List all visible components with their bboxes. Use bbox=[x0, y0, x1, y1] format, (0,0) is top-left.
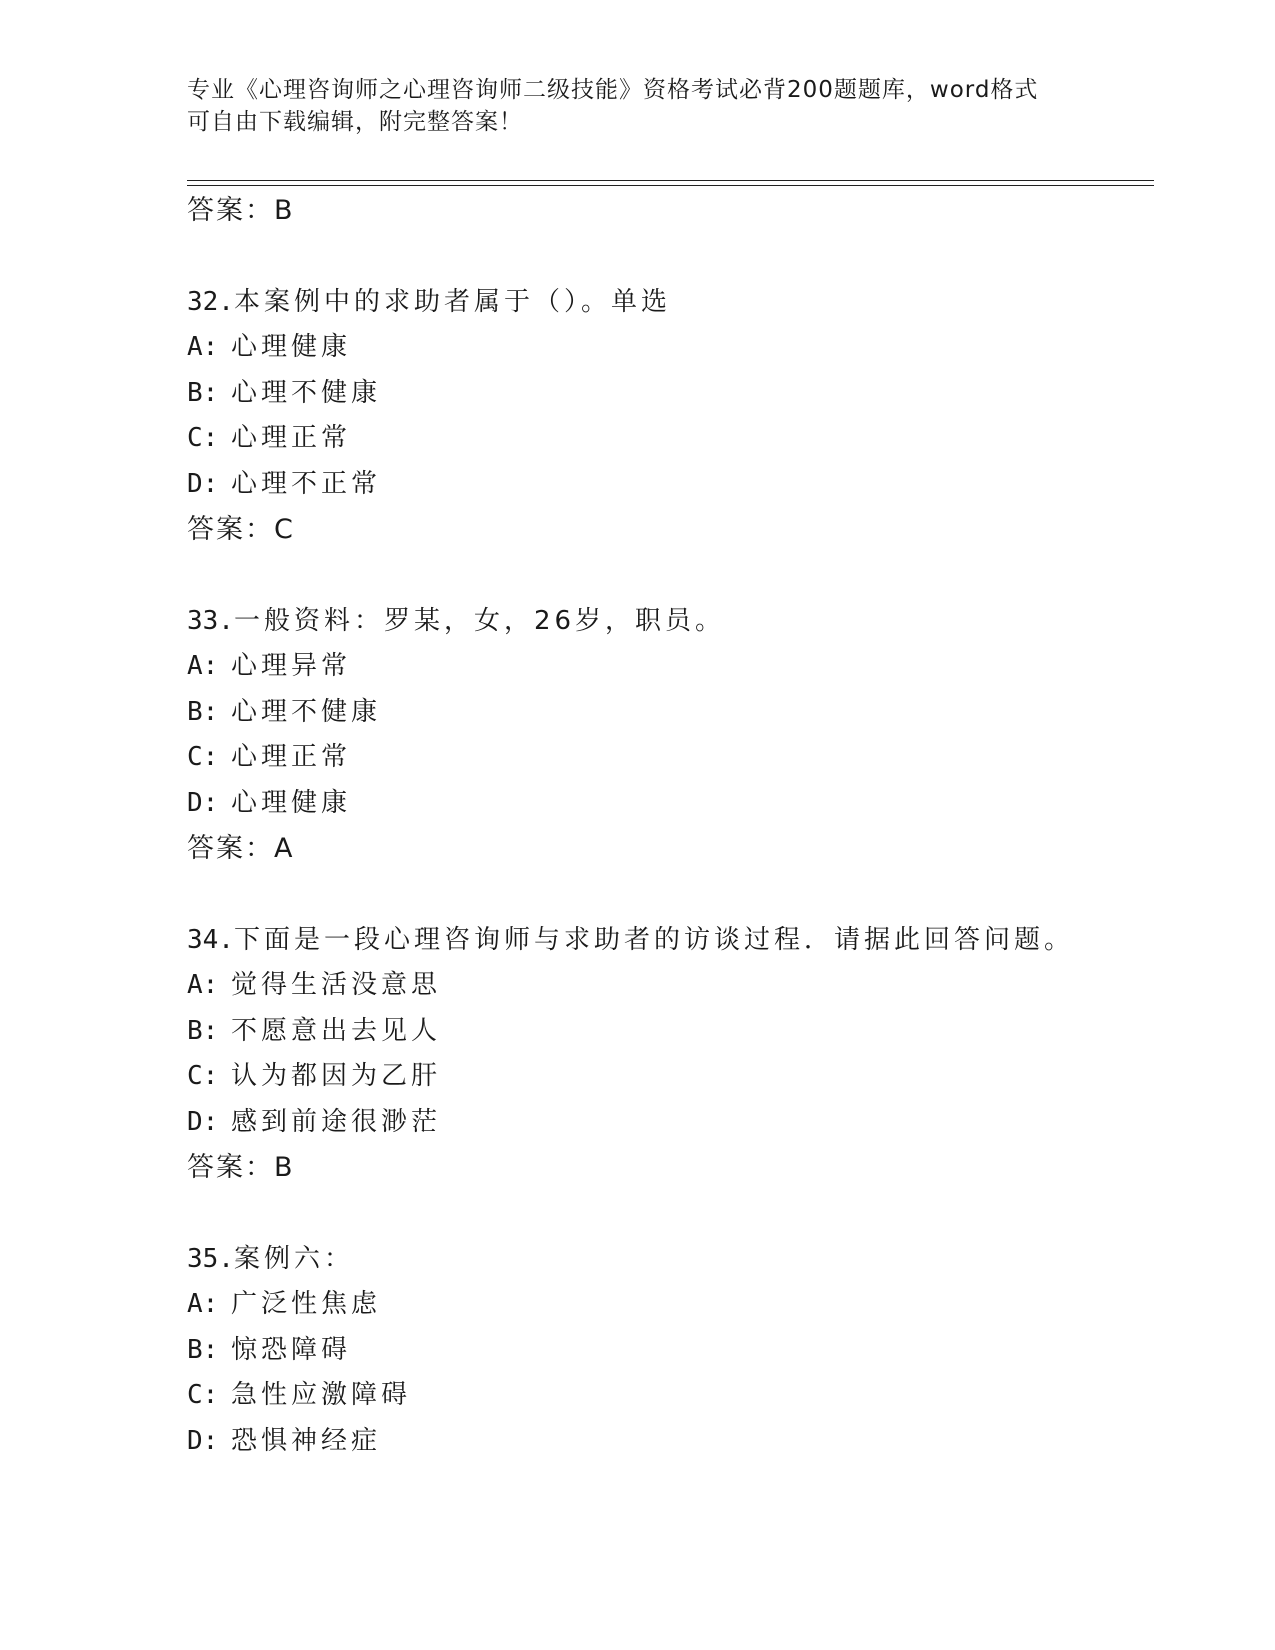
option-key: B: bbox=[187, 377, 219, 408]
spacer bbox=[187, 234, 1147, 279]
option-text: 心理不健康 bbox=[231, 377, 382, 408]
option-key: D: bbox=[187, 1106, 219, 1137]
question-32 bbox=[187, 279, 1147, 553]
option-d bbox=[187, 1100, 1147, 1146]
answer-prev: 答案：B bbox=[187, 195, 295, 226]
option-key: C: bbox=[187, 423, 219, 453]
question-text: 一般资料：罗某，女，26岁，职员。 bbox=[233, 606, 726, 636]
option-a bbox=[187, 963, 1147, 1009]
option-d bbox=[187, 1419, 1147, 1465]
question-number: 32. bbox=[187, 287, 234, 317]
spacer bbox=[187, 553, 1147, 598]
option-d bbox=[187, 462, 1147, 508]
question-text: 下面是一段心理咨询师与求助者的访谈过程．请据此回答问题。 bbox=[233, 925, 1074, 955]
question-text: 案例六： bbox=[233, 1244, 354, 1274]
option-key: D: bbox=[187, 787, 219, 818]
option-key: D: bbox=[187, 1425, 219, 1456]
header-divider-top bbox=[187, 180, 1154, 181]
option-b bbox=[187, 1009, 1147, 1055]
option-b bbox=[187, 371, 1147, 417]
answer-34: 答案：B bbox=[187, 1152, 295, 1183]
option-text: 认为都因为乙肝 bbox=[231, 1061, 442, 1091]
option-key: B: bbox=[187, 696, 219, 727]
option-text: 心理正常 bbox=[231, 423, 352, 453]
option-a bbox=[187, 644, 1147, 690]
option-c bbox=[187, 1054, 1147, 1100]
option-text: 惊恐障碍 bbox=[231, 1334, 352, 1365]
question-text: 本案例中的求助者属于（）。单选 bbox=[233, 287, 671, 317]
option-text: 恐惧神经症 bbox=[231, 1425, 382, 1456]
option-text: 不愿意出去见人 bbox=[231, 1015, 442, 1046]
answer-32: 答案：C bbox=[187, 514, 295, 545]
document-header bbox=[187, 74, 1087, 138]
option-key: C: bbox=[187, 1380, 219, 1410]
option-key: B: bbox=[187, 1334, 219, 1365]
option-text: 心理异常 bbox=[231, 651, 352, 681]
option-text: 心理不健康 bbox=[231, 696, 382, 727]
option-text: 觉得生活没意思 bbox=[231, 970, 442, 1000]
option-text: 心理不正常 bbox=[231, 468, 382, 499]
question-number: 33. bbox=[187, 606, 234, 636]
option-b bbox=[187, 1328, 1147, 1374]
question-stem bbox=[187, 917, 1147, 963]
spacer bbox=[187, 872, 1147, 917]
header-divider-bottom bbox=[187, 185, 1154, 186]
option-d bbox=[187, 781, 1147, 827]
question-stem bbox=[187, 279, 1147, 325]
question-stem bbox=[187, 1236, 1147, 1282]
option-c bbox=[187, 735, 1147, 781]
question-list bbox=[187, 188, 1147, 1464]
option-c bbox=[187, 1373, 1147, 1419]
option-key: D: bbox=[187, 468, 219, 499]
option-text: 急性应激障碍 bbox=[231, 1380, 412, 1410]
option-text: 广泛性焦虑 bbox=[231, 1289, 382, 1319]
option-a bbox=[187, 1282, 1147, 1328]
answer-33: 答案：A bbox=[187, 833, 295, 864]
option-key: A: bbox=[187, 1289, 219, 1319]
spacer bbox=[187, 1191, 1147, 1236]
option-key: A: bbox=[187, 332, 219, 362]
question-number: 35. bbox=[187, 1244, 234, 1274]
option-b bbox=[187, 690, 1147, 736]
option-text: 心理健康 bbox=[231, 787, 352, 818]
header-line-2: 可自由下载编辑，附完整答案！ bbox=[187, 109, 523, 135]
option-a bbox=[187, 325, 1147, 371]
header-line-1: 专业《心理咨询师之心理咨询师二级技能》资格考试必背200题题库，word格式 bbox=[187, 77, 1039, 103]
question-stem bbox=[187, 598, 1147, 644]
option-text: 心理健康 bbox=[231, 332, 352, 362]
option-key: B: bbox=[187, 1015, 219, 1046]
option-c bbox=[187, 416, 1147, 462]
option-text: 心理正常 bbox=[231, 742, 352, 772]
option-key: A: bbox=[187, 651, 219, 681]
question-number: 34. bbox=[187, 925, 234, 955]
option-text: 感到前途很渺茫 bbox=[231, 1106, 442, 1137]
question-35 bbox=[187, 1236, 1147, 1464]
question-34 bbox=[187, 917, 1147, 1191]
option-key: C: bbox=[187, 742, 219, 772]
option-key: A: bbox=[187, 970, 219, 1000]
question-33 bbox=[187, 598, 1147, 872]
option-key: C: bbox=[187, 1061, 219, 1091]
